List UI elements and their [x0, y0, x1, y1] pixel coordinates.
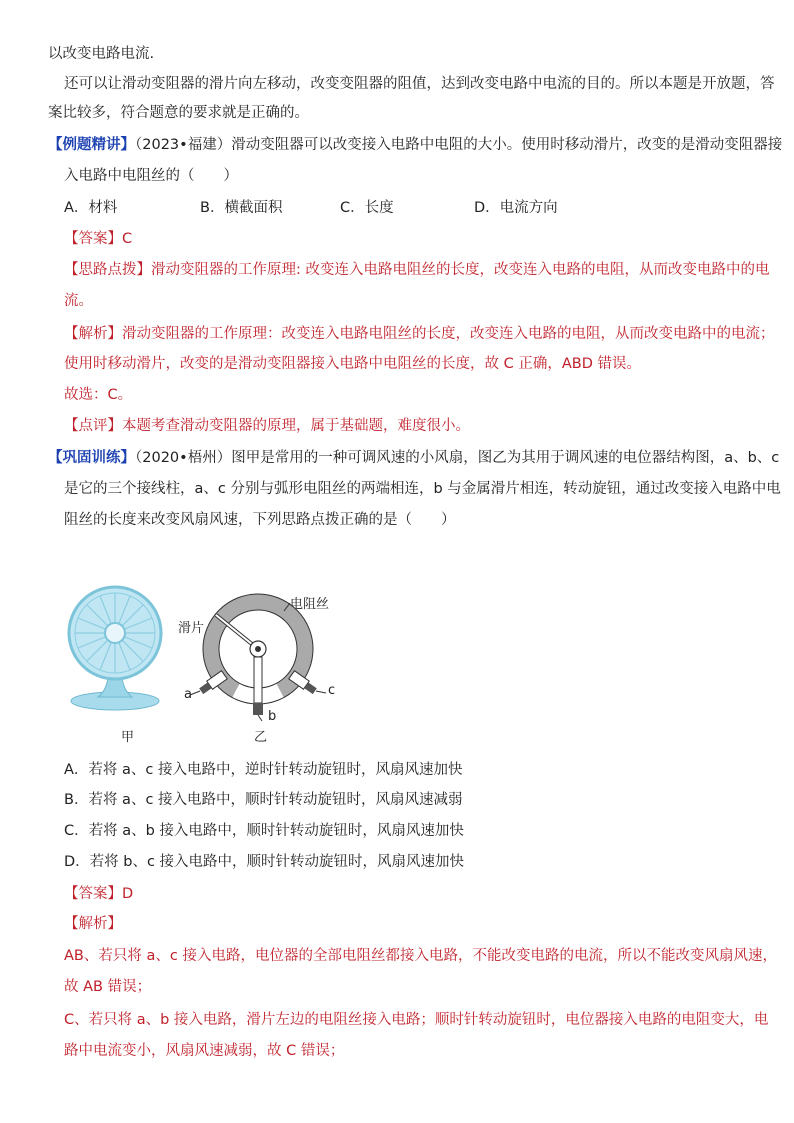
practice-stem-1: 图甲是常用的一种可调风速的小风扇，图乙为其用于调风速的电位器结构图，a、b、c [231, 450, 780, 466]
practice-stem-3: 阻丝的长度来改变风扇风速，下列思路点拨正确的是（ ） [64, 512, 456, 528]
practice-answer-tag: 【答案】 [64, 886, 122, 902]
fan-illustration [60, 583, 170, 713]
example-analysis [64, 324, 775, 344]
example-answer [64, 229, 132, 249]
label-a: a [184, 687, 192, 702]
example-option-b: B．横截面积 [200, 200, 283, 216]
practice-stem [48, 448, 779, 468]
practice-answer [64, 884, 133, 904]
practice-figure [60, 583, 360, 748]
example-hint-1: 滑动变阻器的工作原理: 改变连入电路电阻丝的长度，改变连入电路的电阻，从而改变电路中的电 [151, 262, 770, 278]
example-comment [64, 416, 470, 436]
practice-option-d: D．若将 b、c 接入电路中，顺时针转动旋钮时，风扇风速加快 [64, 854, 465, 870]
example-answer-tag: 【答案】 [64, 231, 122, 247]
practice-analysis-tag: 【解析】 [64, 916, 122, 932]
example-source: （2023•福建） [135, 137, 232, 153]
practice-stem-2: 是它的三个接线柱，a、c 分别与弧形电阻丝的两端相连，b 与金属滑片相连，转动旋钮，通过改变接入电路中电 [64, 481, 781, 497]
example-analysis-tag: 【解析】 [64, 326, 122, 342]
label-resistor: 电阻丝 [290, 597, 330, 612]
example-answer-value: C [122, 231, 133, 247]
practice-tag: 【巩固训练】 [48, 450, 135, 466]
label-c: c [328, 683, 336, 698]
example-stem-2: 入电路中电阻丝的（ ） [64, 168, 238, 184]
example-stem-1: 滑动变阻器可以改变接入电路中电阻的大小。使用时移动滑片，改变的是滑动变阻器接 [231, 137, 783, 153]
practice-analysis-ab-1: AB、若只将 a、c 接入电路，电位器的全部电阻丝都接入电路，不能改变电路的电流，所以不能改变风扇风速， [64, 948, 777, 964]
potentiometer-diagram [180, 591, 350, 741]
label-b: b [268, 709, 277, 724]
practice-answer-value: D [122, 886, 134, 902]
example-tag: 【例题精讲】 [48, 137, 135, 153]
intro-line-2: 还可以让滑动变阻器的滑片向左移动，改变变阻器的阻值，达到改变电路中电流的目的。所以本题是开放题，答 [64, 76, 775, 92]
practice-option-c: C．若将 a、b 接入电路中，顺时针转动旋钮时，风扇风速加快 [64, 823, 464, 839]
example-comment-tag: 【点评】 [64, 418, 122, 434]
practice-option-b: B．若将 a、c 接入电路中，顺时针转动旋钮时，风扇风速减弱 [64, 792, 463, 808]
practice-analysis-c-2: 路中电流变小，风扇风速减弱，故 C 错误； [64, 1043, 345, 1059]
example-analysis-1: 滑动变阻器的工作原理：改变连入电路电阻丝的长度，改变连入电路的电阻，从而改变电路中的电流； [122, 326, 775, 342]
practice-analysis-c-1: C、若只将 a、b 接入电路，滑片左边的电阻丝接入电路；顺时针转动旋钮时，电位器接入电路的电阻变大，电 [64, 1012, 769, 1028]
example-hint [64, 260, 770, 280]
example-stem [48, 135, 782, 155]
practice-analysis-ab-2: 故 AB 错误； [64, 979, 152, 995]
caption-jia: 甲 [121, 730, 135, 745]
label-slider: 滑片 [178, 621, 205, 636]
example-comment-text: 本题考查滑动变阻器的原理，属于基础题，难度很小。 [122, 418, 470, 434]
example-option-d: D．电流方向 [474, 200, 558, 216]
example-choose: 故选：C。 [64, 387, 133, 403]
intro-line-1: 以改变电路电流. [48, 46, 155, 62]
practice-source: （2020•梧州） [135, 450, 232, 466]
example-option-c: C．长度 [340, 200, 394, 216]
intro-line-3: 案比较多，符合题意的要求就是正确的。 [48, 105, 309, 121]
caption-yi: 乙 [254, 730, 268, 745]
example-option-a: A．材料 [64, 200, 118, 216]
example-hint-tag: 【思路点拨】 [64, 262, 151, 278]
practice-option-a: A．若将 a、c 接入电路中，逆时针转动旋钮时，风扇风速加快 [64, 762, 463, 778]
example-analysis-2: 使用时移动滑片，改变的是滑动变阻器接入电路中电阻丝的长度，故 C 正确，ABD 错误。 [64, 356, 641, 372]
example-hint-2: 流。 [64, 293, 93, 309]
